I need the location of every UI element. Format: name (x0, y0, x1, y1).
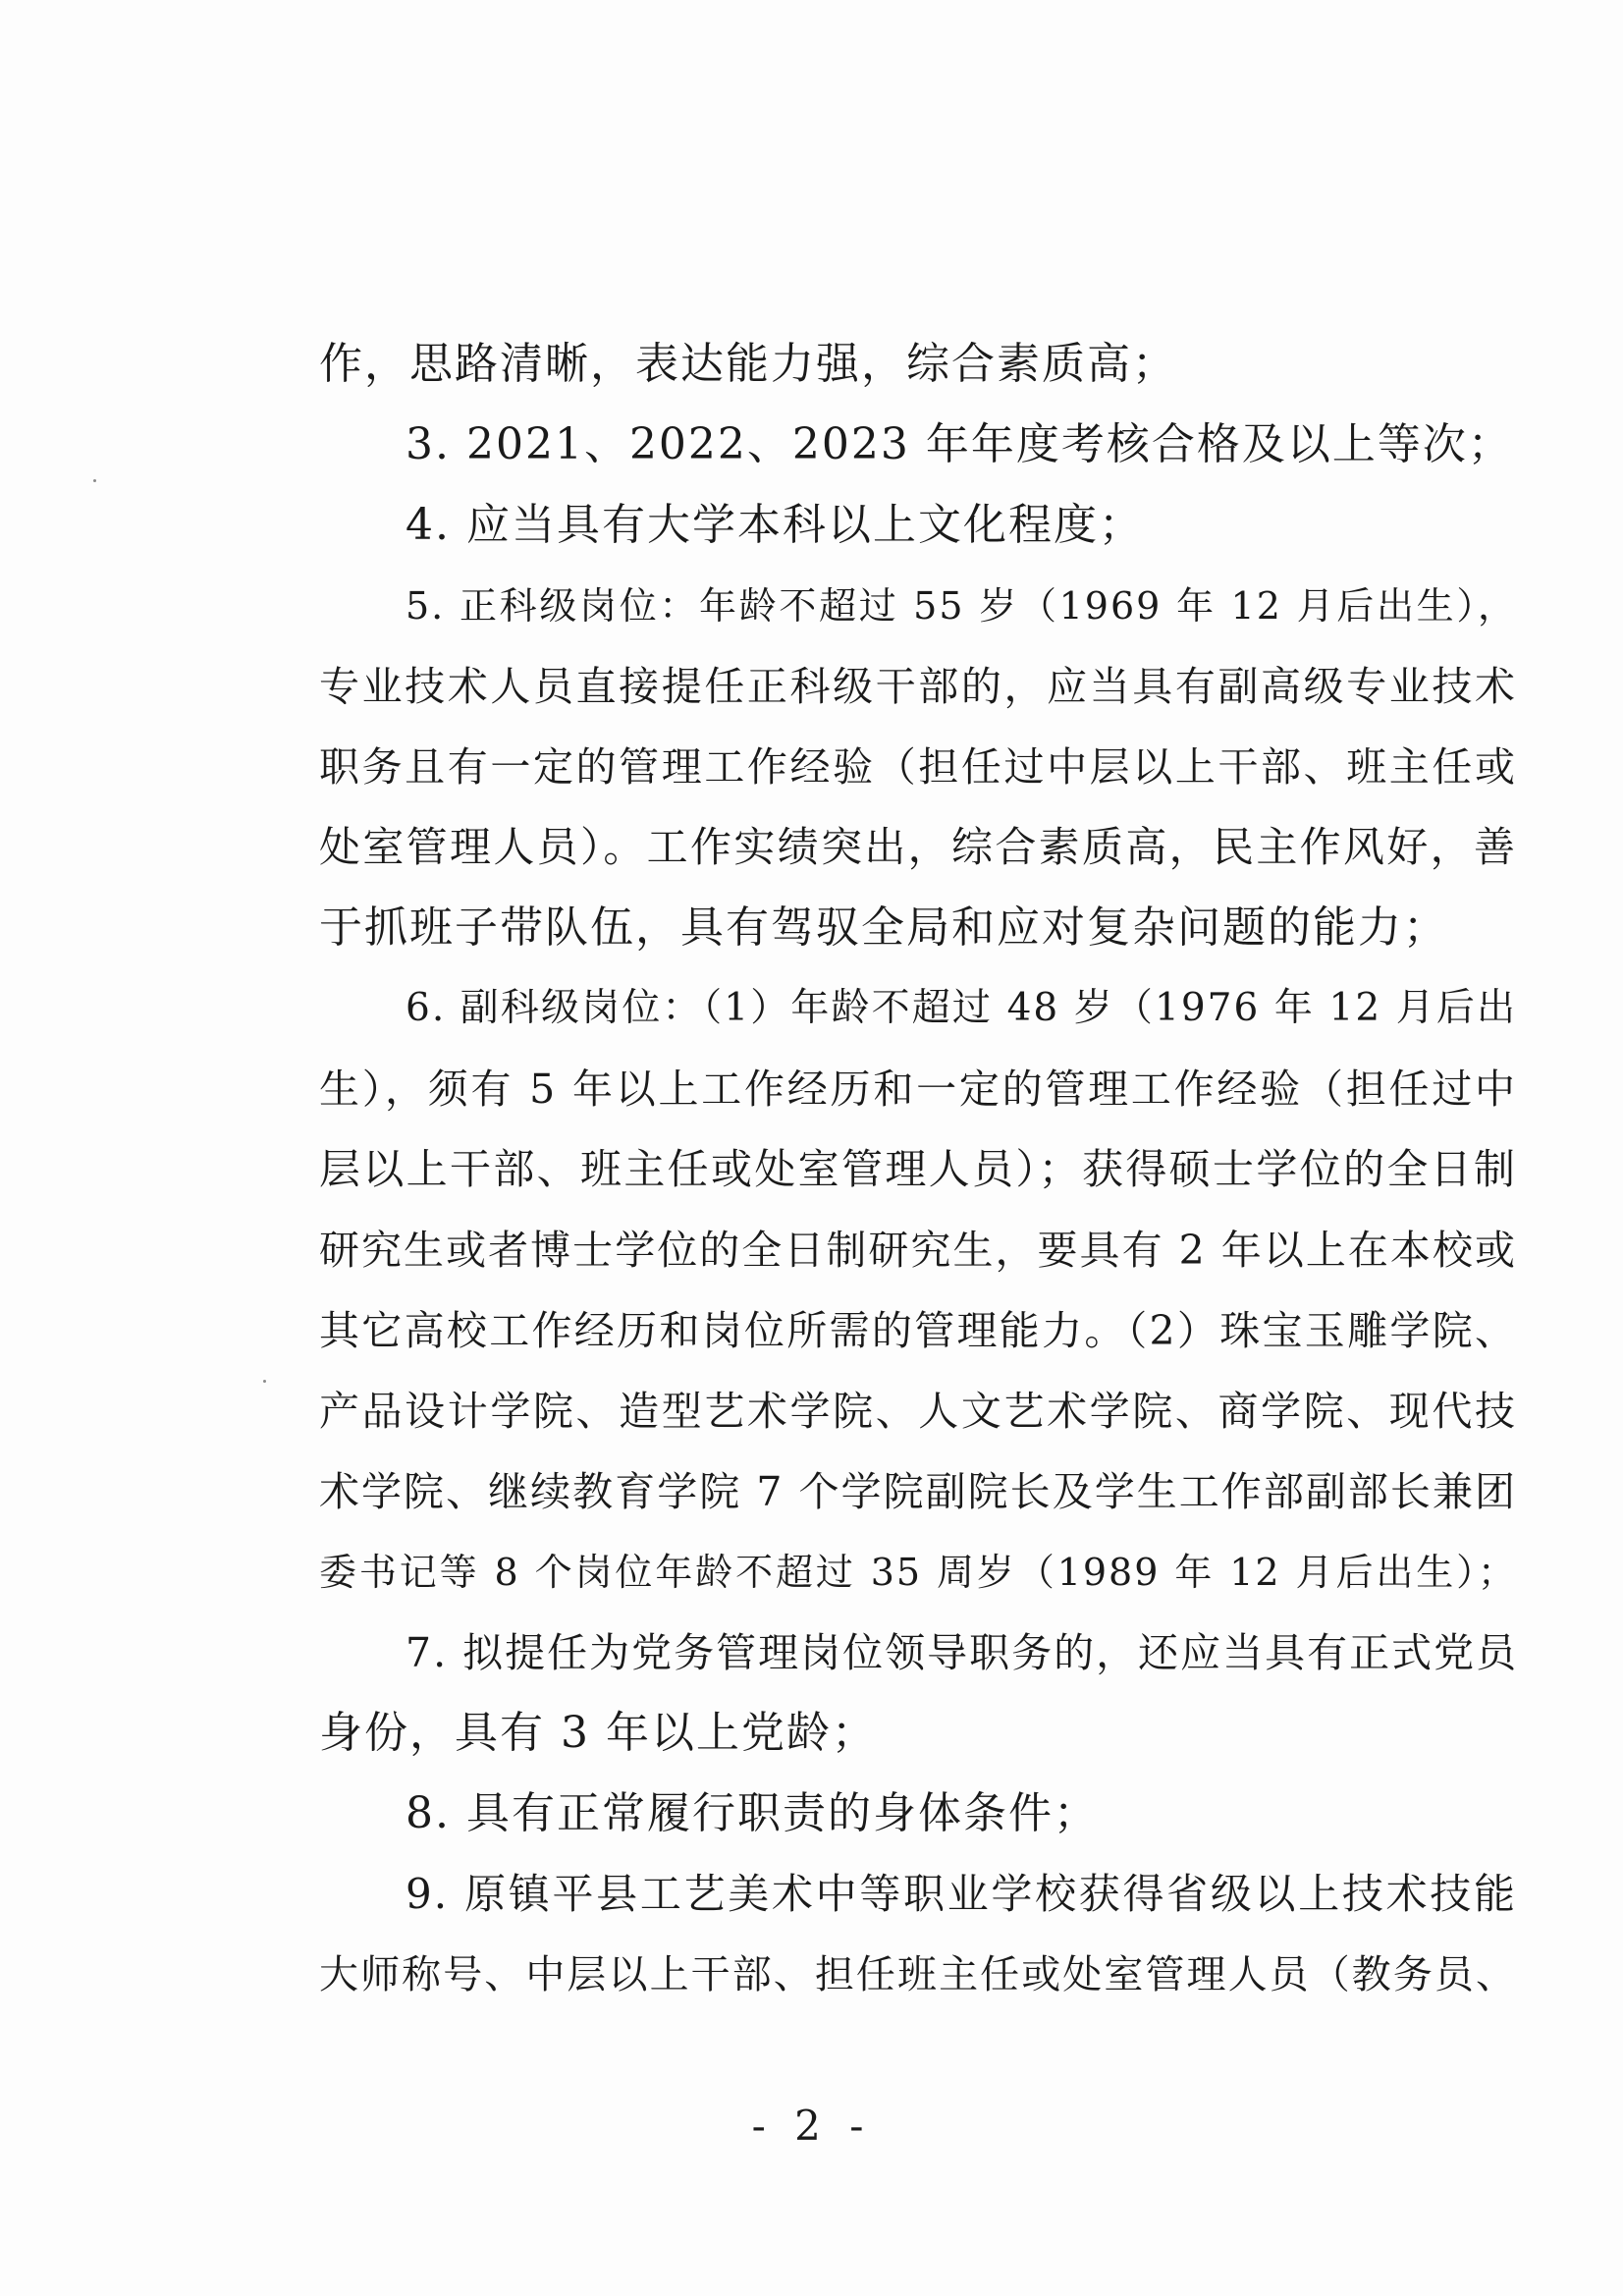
text-line-20: 9. 原镇平县工艺美术中等职业学校获得省级以上技术技能 (406, 1870, 1517, 1918)
text-line-21: 大师称号、中层以上干部、担任班主任或处室管理人员（教务员、 (319, 1952, 1517, 1997)
text-line-4: 5. 正科级岗位：年龄不超过 55 岁（1969 年 12 月后出生）， (406, 584, 1517, 628)
text-line-13: 其它高校工作经历和岗位所需的管理能力。（2）珠宝玉雕学院、 (319, 1307, 1517, 1354)
text-line-12: 研究生或者博士学位的全日制研究生，要具有 2 年以上在本校或 (319, 1227, 1517, 1274)
text-line-10: 生），须有 5 年以上工作经历和一定的管理工作经验（担任过中 (319, 1066, 1517, 1113)
text-line-2: 3. 2021、2022、2023 年年度考核合格及以上等次； (406, 419, 1513, 469)
text-line-3: 4. 应当具有大学本科以上文化程度； (406, 500, 1144, 550)
text-line-16: 委书记等 8 个岗位年龄不超过 35 周岁（1989 年 12 月后出生）； (319, 1551, 1517, 1594)
text-line-5: 专业技术人员直接提任正科级干部的，应当具有副高级专业技术 (319, 663, 1517, 710)
text-line-14: 产品设计学院、造型艺术学院、人文艺术学院、商学院、现代技 (319, 1388, 1517, 1435)
text-line-19: 8. 具有正常履行职责的身体条件； (406, 1788, 1099, 1838)
scan-speck (263, 1380, 266, 1383)
text-line-6: 职务且有一定的管理工作经验（担任过中层以上干部、班主任或 (319, 743, 1517, 791)
document-body (319, 324, 1517, 2015)
text-line-11: 层以上干部、班主任或处室管理人员）；获得硕士学位的全日制 (319, 1145, 1517, 1193)
scan-speck (93, 479, 96, 482)
text-line-7: 处室管理人员）。工作实绩突出，综合素质高，民主作风好，善 (319, 823, 1517, 871)
text-line-9: 6. 副科级岗位：（1）年龄不超过 48 岁（1976 年 12 月后出 (406, 986, 1517, 1030)
text-line-8: 于抓班子带队伍，具有驾驭全局和应对复杂问题的能力； (319, 902, 1448, 953)
text-line-15: 术学院、继续教育学院 7 个学院副院长及学生工作部副部长兼团 (319, 1468, 1517, 1515)
text-line-18: 身份，具有 3 年以上党龄； (319, 1708, 877, 1758)
text-line-17: 7. 拟提任为党务管理岗位领导职务的，还应当具有正式党员 (406, 1629, 1519, 1676)
text-line-1: 作，思路清晰，表达能力强，综合素质高； (319, 339, 1177, 389)
page-number: - 2 - (751, 2102, 872, 2150)
